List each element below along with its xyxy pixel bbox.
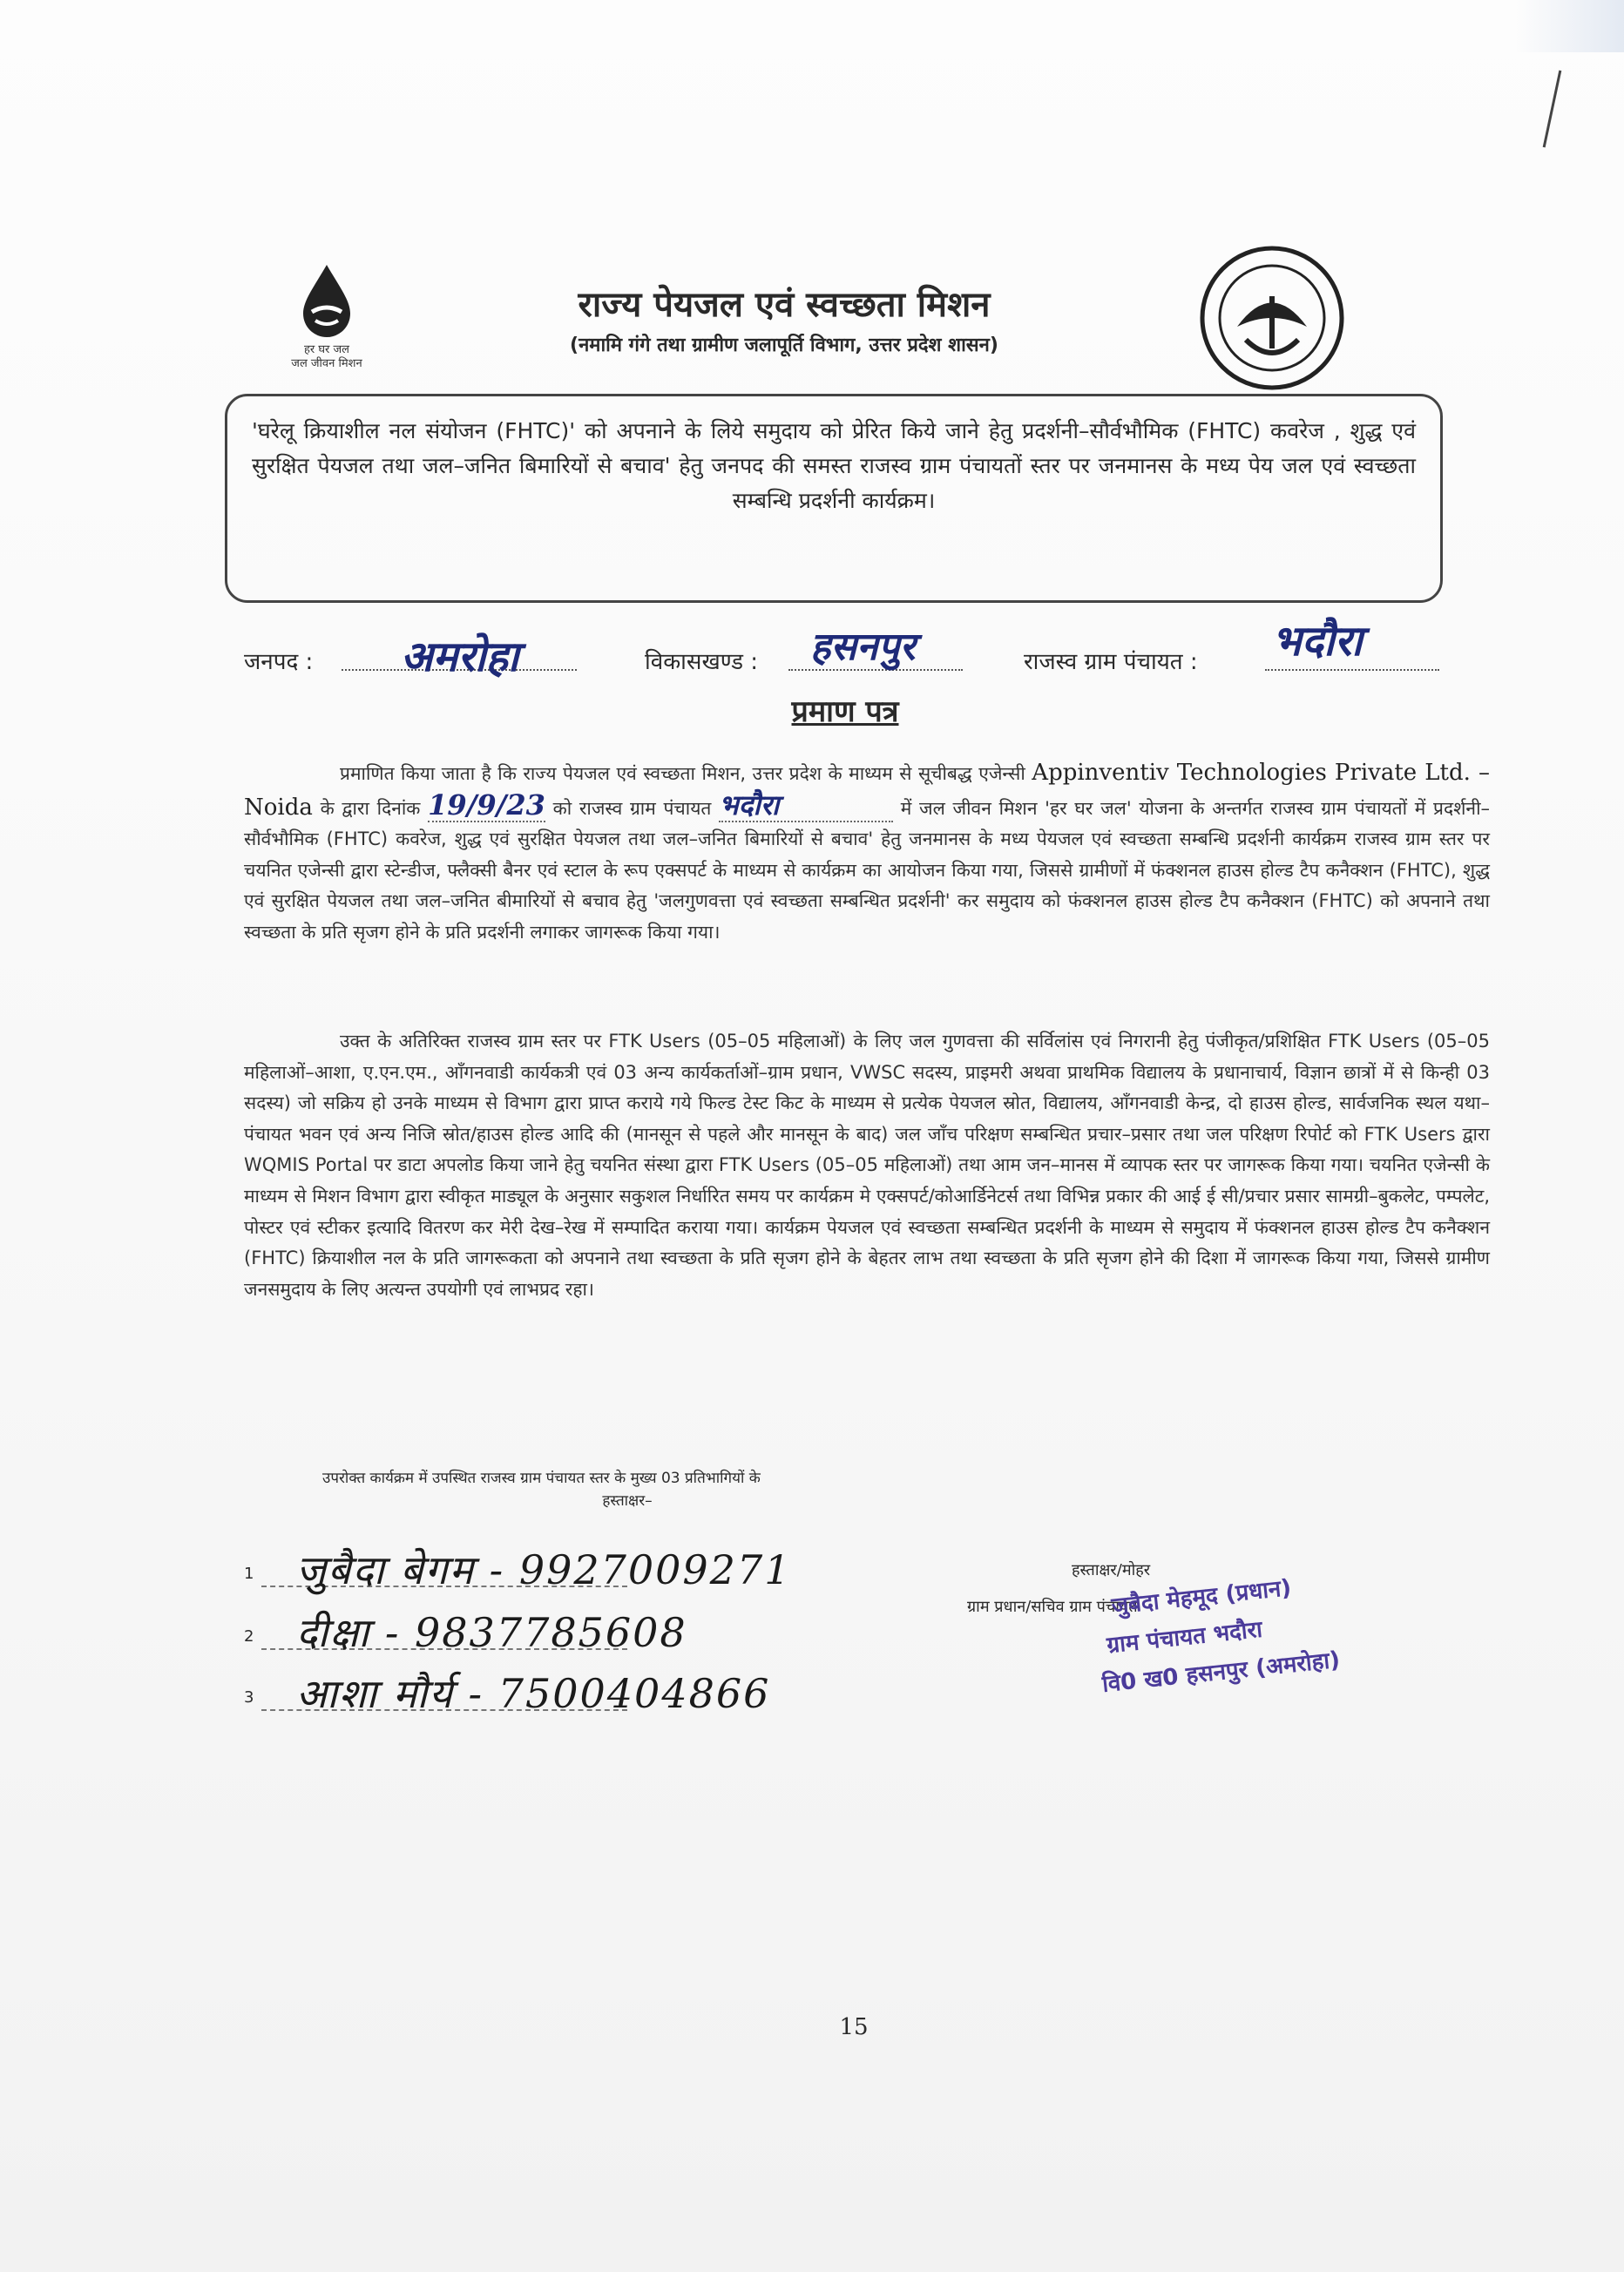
p1-date-label: के द्वारा दिनांक xyxy=(320,797,421,819)
logo-tagline: हर घर जल जल जीवन मिशन xyxy=(291,343,362,370)
paper-edge-shadow xyxy=(1516,0,1624,52)
signature-handwriting: दीक्षा - 9837785608 xyxy=(296,1609,687,1656)
signature-handwriting: आशा मौर्य - 7500404866 xyxy=(296,1670,771,1717)
page-number: 15 xyxy=(839,2014,869,2040)
agency-name: Appinventiv Technologies Private Ltd. – Noida xyxy=(244,760,1490,821)
certificate-paragraph-2 xyxy=(244,1026,1490,1305)
signature-note xyxy=(322,1467,932,1512)
signature-number: 2 xyxy=(244,1627,254,1646)
district-value: अमरोहा xyxy=(401,632,519,681)
signature-handwriting: जुबैदा बेगम - 9927009271 xyxy=(296,1546,792,1593)
event-date: 19/9/23 xyxy=(428,788,545,822)
har-ghar-jal-logo xyxy=(270,261,383,383)
program-banner xyxy=(225,394,1443,603)
water-drop-icon xyxy=(296,261,357,340)
panchayat-value: भदौरा xyxy=(1272,617,1363,666)
program-banner-text: 'घरेलू क्रियाशील नल संयोजन (FHTC)' को अपनाने के लिये समुदाय को प्रेरित किये जाने हेतु प्रदर्शनी–सौर्वभौमिक (FHTC) कवरेज , शुद्ध एवं सुरक्षित पेयजल तथा जल–जनित बिमारियों से बचाव' हेतु जनपद की समस्त राजस्व ग्राम पंचायतों स्तर पर जनमानस के मध्य पेय जल एवं स्वच्छता सम्बन्धि प्रदर्शनी कार्यक्रम। xyxy=(252,418,1416,513)
pen-mark xyxy=(1543,71,1562,148)
location-fields xyxy=(244,617,1464,681)
pradhan-role-label: ग्राम प्रधान/सचिव ग्राम पंचायत xyxy=(967,1598,1138,1616)
signature-note-header: हस्ताक्षर– xyxy=(602,1492,653,1510)
p1-intro: प्रमाणित किया जाता है कि राज्य पेयजल एवं स्वच्छता मिशन, उत्तर प्रदेश के माध्यम से सूचीबद्ध एजेन्सी xyxy=(340,763,1025,784)
signature-row xyxy=(244,1542,1028,1594)
panchayat-label: राजस्व ग्राम पंचायत : xyxy=(1024,649,1198,675)
p1-village-label: को राजस्व ग्राम पंचायत xyxy=(552,797,712,819)
department-subtitle: (नमामि गंगे तथा ग्रामीण जलापूर्ति विभाग, उत्तर प्रदेश शासन) xyxy=(570,335,998,356)
district-label: जनपद : xyxy=(244,649,314,675)
up-govt-seal-icon xyxy=(1198,244,1346,392)
mission-title: राज्य पेयजल एवं स्वच्छता मिशन xyxy=(578,285,991,325)
p1-body: में जल जीवन मिशन 'हर घर जल' योजना के अन्तर्गत राजस्व ग्राम पंचायतों में प्रदर्शनी–सौर्वभौमिक (FHTC) कवरेज, शुद्ध एवं सुरक्षित पेयजल तथा जल–जनित बिमारियों से बचाव' हेतु जनमानस के मध्य पेयजल एवं स्वच्छता सम्बन्धि प्रदर्शनी कार्यक्रम राजस्व ग्राम स्तर पर चयनित एजेन्सी द्वारा स्टेन्डीज, फ्लैक्सी बैनर एवं स्टाल के रूप एक्सपर्ट के माध्यम से कार्यक्रम का आयोजन किया गया, जिससे ग्रामीणों में फंक्शनल हाउस होल्ड टैप कनैक्शन (FHTC), शुद्ध एवं सुरक्षित पेयजल तथा जल–जनित बीमारियों से बचाव हेतु 'जलगुणवत्ता एवं स्वच्छता सम्बन्धित प्रदर्शनी' कर समुदाय को फंक्शनल हाउस होल्ड टैप कनैक्शन (FHTC) को अपनाने तथा स्वच्छता के प्रति सृजग होने के प्रति प्रदर्शनी लगाकर जागरूक किया गया। xyxy=(244,797,1491,943)
signature-row xyxy=(244,1666,1028,1718)
stamp-line: वि0 ख0 हसनपुर (अमरोहा) xyxy=(1100,1647,1342,1698)
stamp-line: ग्राम पंचायत भदौरा xyxy=(1106,1616,1264,1660)
block-label: विकासखण्ड : xyxy=(645,649,759,675)
village-name: भदौरा xyxy=(719,790,893,823)
p2-body: उक्त के अतिरिक्त राजस्व ग्राम स्तर पर FTK Users (05–05 महिलाओं) के लिए जल गुणवत्ता की सर्विलांस एवं निगरानी हेतु पंजीकृत/प्रशिक्षित FTK Users (05–05 महिलाओं–आशा, ए.एन.एम., आँगनवाडी कार्यकत्री एवं 03 अन्य कार्यकर्ताओं–ग्राम प्रधान, VWSC सदस्य, प्राइमरी अथवा प्राथमिक विद्यालय के प्रधानाचार्य, विज्ञान छात्रों में से किन्ही 03 सदस्य) जो सक्रिय हो उनके माध्यम से विभाग द्वारा प्राप्त कराये गये फिल्ड टेस्ट किट के माध्यम से प्रत्येक पेयजल स्रोत, विद्यालय, आँगनवाडी केन्द्र, दो हाउस होल्ड, सार्वजनिक स्थल यथा–पंचायत भवन एवं अन्य निजि स्रोत/हाउस होल्ड आदि की (मानसून से पहले और मानसून के बाद) जल जाँच परिक्षण सम्बन्धित प्रचार–प्रसार तथा जल परिक्षण रिपोर्ट को FTK Users द्वारा WQMIS Portal पर डाटा अपलोड किया जाने हेतु चयनित संस्था द्वारा FTK Users (05–05 महिलाओं) तथा आम जन–मानस में व्यापक स्तर पर जागरूक किया गया। चयनित एजेन्सी के माध्यम से मिशन विभाग द्वारा स्वीकृत माड्यूल के अनुसार सकुशल निर्धारित समय पर कार्यक्रम मे एक्सपर्ट/कोआर्डिनेटर्स तथा विभिन्न प्रकार की आई ई सी/प्रचार प्रसार सामग्री–बुकलेट, पम्पलेट, पोस्टर एवं स्टीकर इत्यादि वितरण कर मेरी देख–रेख में सम्पादित कराया गया। कार्यक्रम पेयजल एवं स्वच्छता सम्बन्धित प्रदर्शनी के माध्यम से समुदाय में फंक्शनल हाउस होल्ड टैप कनैक्शन (FHTC) क्रियाशील नल के प्रति जागरूकता को अपनाने तथा स्वच्छता के प्रति सृजग होने के बेहतर लाभ तथा स्वच्छता के प्रति सृजग होने की दिशा में जागरूक किया गया, जिससे ग्रामीण जनसमुदाय के लिए अत्यन्त उपयोगी एवं लाभप्रद रहा। xyxy=(244,1031,1490,1300)
signature-note-text: उपरोक्त कार्यक्रम में उपस्थित राजस्व ग्राम पंचायत स्तर के मुख्य 03 प्रतिभागियों के xyxy=(322,1470,761,1487)
signature-number: 3 xyxy=(244,1688,254,1707)
letterhead xyxy=(261,261,1359,383)
block-value: हसनपुर xyxy=(810,625,916,669)
stamp-line: जुबैदा मेहमूद (प्रधान) xyxy=(1110,1574,1293,1620)
certificate-paragraph-1 xyxy=(244,758,1490,949)
pradhan-sign-label: हस्ताक्षर/मोहर xyxy=(1072,1561,1151,1579)
signature-number: 1 xyxy=(244,1565,254,1583)
certificate-title: प्रमाण पत्र xyxy=(791,694,899,729)
pradhan-signature-block xyxy=(967,1559,1420,1707)
signature-row xyxy=(244,1605,1028,1657)
